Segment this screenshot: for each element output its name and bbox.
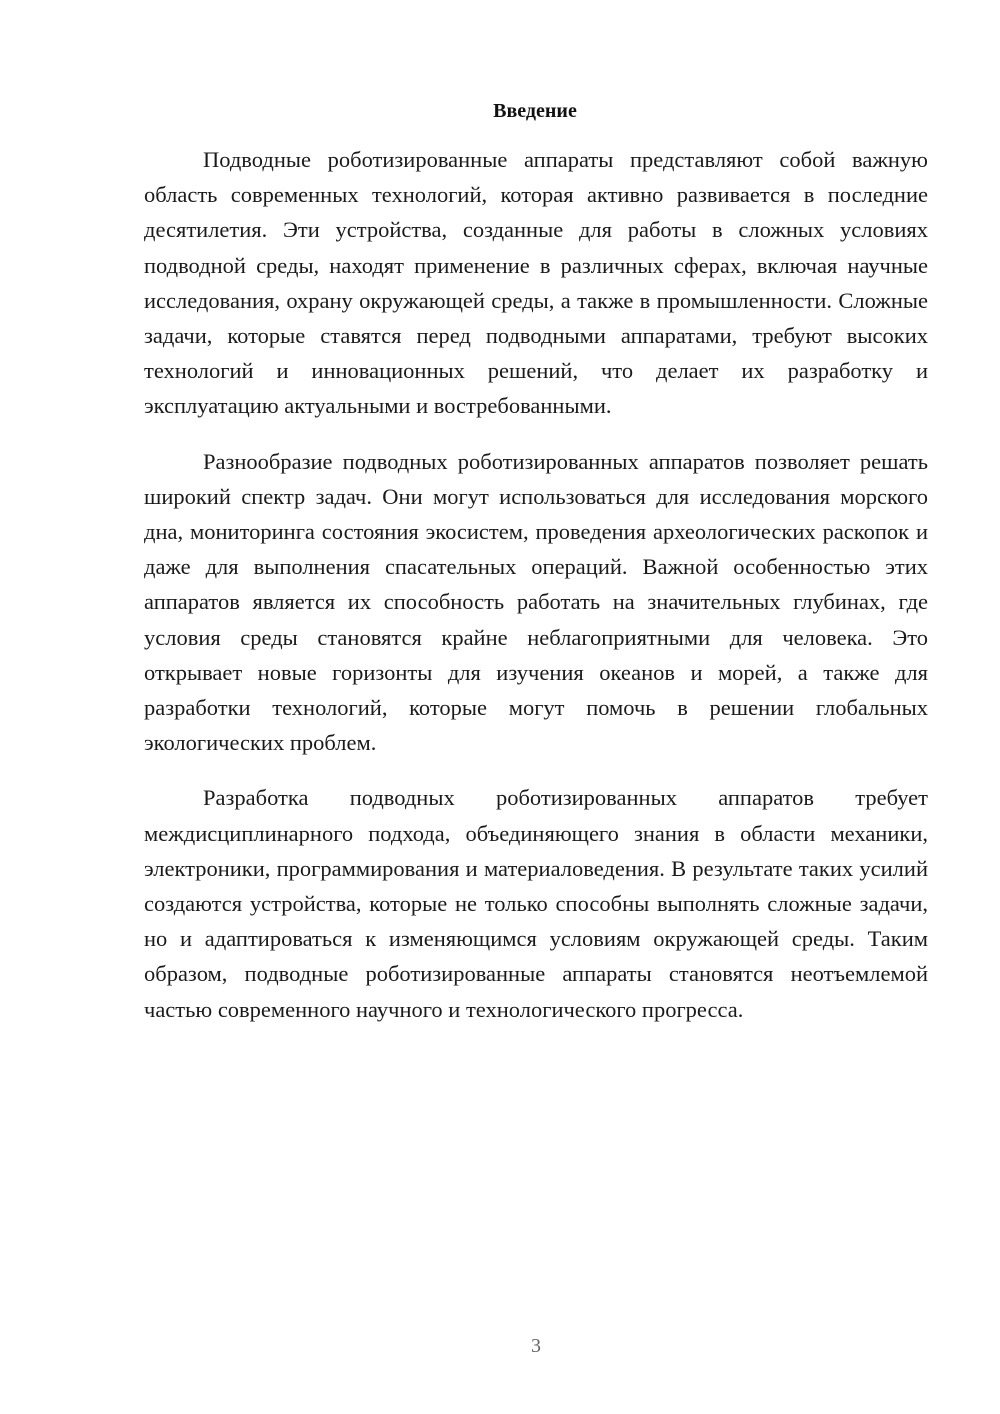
section-body xyxy=(144,142,928,1047)
paragraph-1: Подводные роботизированные аппараты представляют собой важную область современных технологий, которая активно развивается в последние десятилетия. Эти устройства, созданные для работы в сложных условиях подводной среды, находят применение в различных сферах, включая научные исследования, охрану окружающей среды, а также в промышленности. Сложные задачи, которые ставятся перед подводными аппаратами, требуют высоких технологий и инновационных решений, что делает их разработку и эксплуатацию актуальными и востребованными. xyxy=(144,147,928,419)
paragraph-3: Разработка подводных роботизированных аппаратов требует междисциплинарного подхода, объединяющего знания в области механики, электроники, программирования и материаловедения. В результате таких усилий создаются устройства, которые не только способны выполнять сложные задачи, но и адаптироваться к изменяющимся условиям окружающей среды. Таким образом, подводные роботизированные аппараты становятся неотъемлемой частью современного научного и технологического прогресса. xyxy=(144,785,928,1022)
paragraph-2: Разнообразие подводных роботизированных аппаратов позволяет решать широкий спектр задач. Они могут использоваться для исследования морского дна, мониторинга состояния экосистем, проведения археологических раскопок и даже для выполнения спасательных операций. Важной особенностью этих аппаратов является их способность работать на значительных глубинах, где условия среды становятся крайне неблагоприятными для человека. Это открывает новые горизонты для изучения океанов и морей, а также для разработки технологий, которые могут помочь в решении глобальных экологических проблем. xyxy=(144,448,928,756)
section-title: Введение xyxy=(493,100,577,122)
page-number: 3 xyxy=(531,1335,541,1357)
